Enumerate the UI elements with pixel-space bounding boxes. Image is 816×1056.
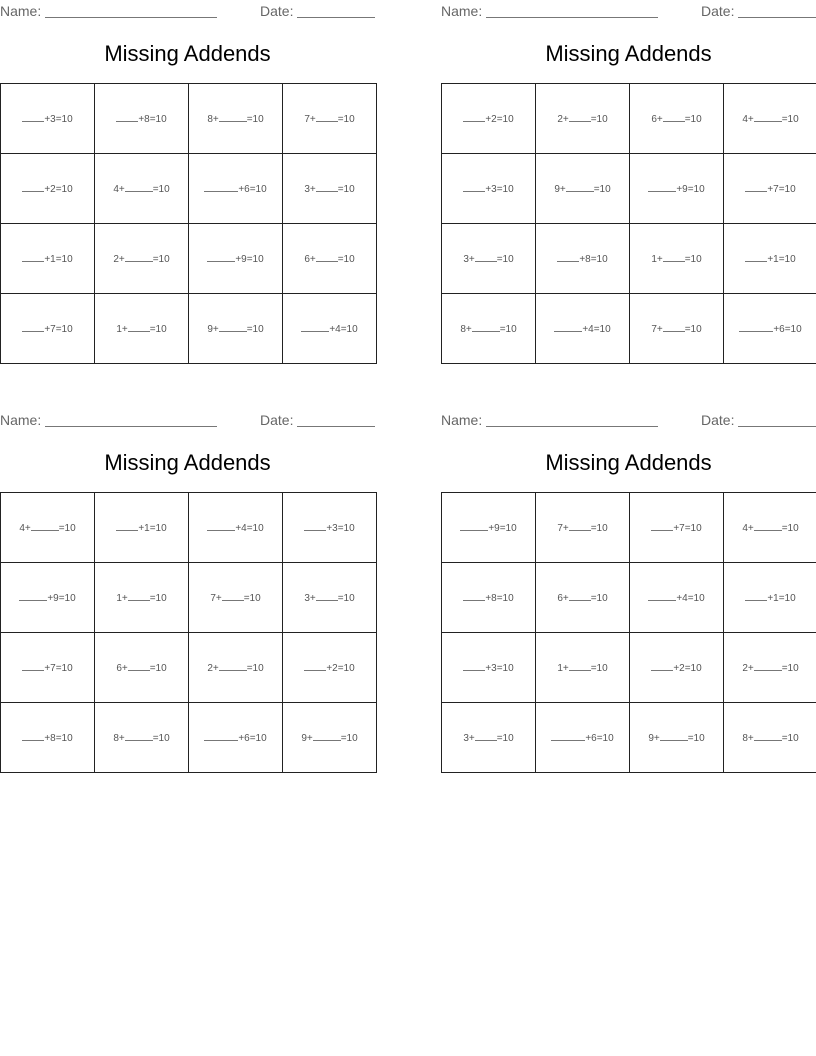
answer-blank[interactable] bbox=[31, 521, 59, 531]
worksheet-title: Missing Addends bbox=[545, 41, 712, 66]
problem-row bbox=[1, 563, 377, 633]
problem-cell bbox=[1, 84, 95, 154]
problem-cell bbox=[95, 633, 189, 703]
problem-cell bbox=[724, 563, 816, 633]
equation-text: +6=10 bbox=[238, 184, 267, 195]
problem-cell bbox=[536, 563, 630, 633]
equation-text: =10 bbox=[593, 184, 611, 195]
answer-blank[interactable] bbox=[316, 182, 338, 192]
equation-text: +1=10 bbox=[767, 254, 796, 265]
problem-row bbox=[1, 84, 377, 154]
equation-text: +9=10 bbox=[488, 523, 517, 534]
date-field-line[interactable] bbox=[738, 2, 816, 18]
problem-cell bbox=[1, 224, 95, 294]
equation-text: +6=10 bbox=[238, 733, 267, 744]
equation-text: +6=10 bbox=[585, 733, 614, 744]
answer-blank[interactable] bbox=[304, 521, 326, 531]
equation-text: +8=10 bbox=[485, 593, 514, 604]
answer-blank[interactable] bbox=[569, 521, 591, 531]
answer-blank[interactable] bbox=[219, 322, 247, 332]
problem-row bbox=[1, 493, 377, 563]
equation-text: =10 bbox=[58, 523, 76, 534]
problem-cell bbox=[283, 154, 377, 224]
worksheet-title: Missing Addends bbox=[545, 450, 712, 475]
addend-text: 1+ bbox=[557, 663, 569, 674]
answer-blank[interactable] bbox=[207, 521, 235, 531]
equation-text: +4=10 bbox=[582, 324, 611, 335]
date-label: Date: bbox=[260, 412, 294, 428]
answer-blank[interactable] bbox=[128, 591, 150, 601]
equation-text: =10 bbox=[590, 114, 608, 125]
addend-text: 3+ bbox=[463, 733, 475, 744]
equation-text: =10 bbox=[781, 663, 799, 674]
answer-blank[interactable] bbox=[745, 182, 767, 192]
equation-text: =10 bbox=[337, 114, 355, 125]
problem-row bbox=[1, 703, 377, 773]
equation-text: +4=10 bbox=[329, 324, 358, 335]
problem-cell bbox=[724, 493, 816, 563]
answer-blank[interactable] bbox=[219, 661, 247, 671]
problem-cell bbox=[630, 563, 724, 633]
problem-row bbox=[442, 294, 816, 364]
addend-text: 2+ bbox=[207, 663, 219, 674]
addend-text: 1+ bbox=[116, 593, 128, 604]
equation-text: =10 bbox=[246, 114, 264, 125]
problem-cell bbox=[630, 294, 724, 364]
equation-text: =10 bbox=[243, 593, 261, 604]
date-field-line[interactable] bbox=[738, 411, 816, 427]
answer-blank[interactable] bbox=[660, 731, 688, 741]
problem-cell bbox=[536, 224, 630, 294]
name-field-line[interactable] bbox=[45, 411, 217, 427]
worksheet bbox=[441, 0, 816, 380]
answer-blank[interactable] bbox=[304, 661, 326, 671]
answer-blank[interactable] bbox=[116, 521, 138, 531]
problem-grid bbox=[441, 492, 816, 773]
equation-text: =10 bbox=[149, 663, 167, 674]
addend-text: 4+ bbox=[742, 114, 754, 125]
date-field-line[interactable] bbox=[297, 2, 375, 18]
answer-blank[interactable] bbox=[554, 322, 582, 332]
equation-text: +2=10 bbox=[326, 663, 355, 674]
problem-cell bbox=[189, 294, 283, 364]
answer-blank[interactable] bbox=[475, 731, 497, 741]
problem-cell bbox=[724, 633, 816, 703]
problem-cell bbox=[1, 154, 95, 224]
problem-cell bbox=[1, 703, 95, 773]
worksheet-header bbox=[0, 2, 375, 20]
problem-cell bbox=[536, 84, 630, 154]
date-label: Date: bbox=[701, 412, 735, 428]
equation-text: =10 bbox=[781, 523, 799, 534]
equation-text: +3=10 bbox=[485, 663, 514, 674]
name-field-line[interactable] bbox=[486, 2, 658, 18]
addend-text: 6+ bbox=[557, 593, 569, 604]
addend-text: 3+ bbox=[304, 593, 316, 604]
answer-blank[interactable] bbox=[551, 731, 585, 741]
answer-blank[interactable] bbox=[219, 112, 247, 122]
problem-row bbox=[442, 224, 816, 294]
problem-grid bbox=[0, 83, 377, 364]
equation-text: +1=10 bbox=[138, 523, 167, 534]
addend-text: 8+ bbox=[742, 733, 754, 744]
equation-text: +6=10 bbox=[773, 324, 802, 335]
answer-blank[interactable] bbox=[475, 252, 497, 262]
problem-row bbox=[442, 84, 816, 154]
problem-cell bbox=[189, 563, 283, 633]
problem-cell bbox=[283, 224, 377, 294]
equation-text: =10 bbox=[340, 733, 358, 744]
problem-cell bbox=[283, 493, 377, 563]
equation-text: +3=10 bbox=[485, 184, 514, 195]
answer-blank[interactable] bbox=[739, 322, 773, 332]
equation-text: +4=10 bbox=[676, 593, 705, 604]
addend-text: 2+ bbox=[742, 663, 754, 674]
problem-cell bbox=[536, 154, 630, 224]
answer-blank[interactable] bbox=[19, 591, 47, 601]
problem-cell bbox=[724, 294, 816, 364]
equation-text: +8=10 bbox=[44, 733, 73, 744]
addend-text: 1+ bbox=[116, 324, 128, 335]
equation-text: =10 bbox=[149, 324, 167, 335]
equation-text: =10 bbox=[149, 593, 167, 604]
equation-text: +3=10 bbox=[326, 523, 355, 534]
answer-blank[interactable] bbox=[569, 661, 591, 671]
addend-text: 9+ bbox=[554, 184, 566, 195]
problem-cell bbox=[630, 224, 724, 294]
worksheet-header bbox=[441, 2, 816, 20]
answer-blank[interactable] bbox=[316, 112, 338, 122]
problem-cell bbox=[189, 224, 283, 294]
equation-text: =10 bbox=[684, 254, 702, 265]
addend-text: 8+ bbox=[207, 114, 219, 125]
problem-cell bbox=[536, 633, 630, 703]
problem-cell bbox=[283, 633, 377, 703]
equation-text: =10 bbox=[337, 184, 355, 195]
problem-cell bbox=[95, 84, 189, 154]
equation-text: +4=10 bbox=[235, 523, 264, 534]
equation-text: =10 bbox=[496, 254, 514, 265]
equation-text: =10 bbox=[499, 324, 517, 335]
answer-blank[interactable] bbox=[745, 591, 767, 601]
answer-blank[interactable] bbox=[316, 591, 338, 601]
equation-text: =10 bbox=[781, 733, 799, 744]
problem-grid bbox=[0, 492, 377, 773]
answer-blank[interactable] bbox=[472, 322, 500, 332]
equation-text: +7=10 bbox=[44, 663, 73, 674]
answer-blank[interactable] bbox=[569, 591, 591, 601]
problem-cell bbox=[724, 84, 816, 154]
worksheet bbox=[0, 409, 375, 789]
equation-text: +1=10 bbox=[44, 254, 73, 265]
answer-blank[interactable] bbox=[754, 521, 782, 531]
equation-text: =10 bbox=[337, 254, 355, 265]
answer-blank[interactable] bbox=[22, 731, 44, 741]
answer-blank[interactable] bbox=[463, 182, 485, 192]
equation-text: +1=10 bbox=[767, 593, 796, 604]
name-label: Name: bbox=[0, 412, 42, 428]
addend-text: 7+ bbox=[651, 324, 663, 335]
problem-cell bbox=[189, 703, 283, 773]
equation-text: +7=10 bbox=[44, 324, 73, 335]
answer-blank[interactable] bbox=[222, 591, 244, 601]
addend-text: 6+ bbox=[304, 254, 316, 265]
equation-text: +2=10 bbox=[44, 184, 73, 195]
answer-blank[interactable] bbox=[22, 661, 44, 671]
equation-text: =10 bbox=[246, 663, 264, 674]
problem-cell bbox=[95, 563, 189, 633]
equation-text: =10 bbox=[152, 733, 170, 744]
worksheet-title: Missing Addends bbox=[104, 41, 271, 66]
worksheet-header bbox=[0, 411, 375, 429]
equation-text: =10 bbox=[687, 733, 705, 744]
problem-cell bbox=[1, 563, 95, 633]
problem-row bbox=[1, 294, 377, 364]
answer-blank[interactable] bbox=[651, 661, 673, 671]
addend-text: 4+ bbox=[113, 184, 125, 195]
equation-text: =10 bbox=[496, 733, 514, 744]
problem-cell bbox=[536, 703, 630, 773]
answer-blank[interactable] bbox=[463, 112, 485, 122]
addend-text: 7+ bbox=[304, 114, 316, 125]
problem-cell bbox=[189, 154, 283, 224]
problem-cell bbox=[630, 703, 724, 773]
answer-blank[interactable] bbox=[22, 182, 44, 192]
equation-text: =10 bbox=[684, 114, 702, 125]
addend-text: 3+ bbox=[463, 254, 475, 265]
worksheet-title: Missing Addends bbox=[104, 450, 271, 475]
equation-text: +9=10 bbox=[676, 184, 705, 195]
problem-cell bbox=[283, 294, 377, 364]
problem-row bbox=[442, 493, 816, 563]
equation-text: =10 bbox=[337, 593, 355, 604]
addend-text: 9+ bbox=[648, 733, 660, 744]
problem-cell bbox=[95, 294, 189, 364]
answer-blank[interactable] bbox=[22, 252, 44, 262]
answer-blank[interactable] bbox=[125, 731, 153, 741]
answer-blank[interactable] bbox=[754, 731, 782, 741]
addend-text: 8+ bbox=[460, 324, 472, 335]
answer-blank[interactable] bbox=[460, 521, 488, 531]
date-field-line[interactable] bbox=[297, 411, 375, 427]
problem-cell bbox=[1, 493, 95, 563]
equation-text: +3=10 bbox=[44, 114, 73, 125]
name-label: Name: bbox=[441, 412, 483, 428]
equation-text: +7=10 bbox=[673, 523, 702, 534]
addend-text: 1+ bbox=[651, 254, 663, 265]
equation-text: =10 bbox=[152, 184, 170, 195]
problem-cell bbox=[1, 633, 95, 703]
problem-row bbox=[442, 563, 816, 633]
problem-cell bbox=[630, 84, 724, 154]
problem-grid bbox=[441, 83, 816, 364]
answer-blank[interactable] bbox=[207, 252, 235, 262]
answer-blank[interactable] bbox=[648, 591, 676, 601]
answer-blank[interactable] bbox=[745, 252, 767, 262]
problem-row bbox=[442, 703, 816, 773]
equation-text: =10 bbox=[590, 663, 608, 674]
addend-text: 7+ bbox=[557, 523, 569, 534]
problem-cell bbox=[536, 493, 630, 563]
answer-blank[interactable] bbox=[125, 182, 153, 192]
problem-cell bbox=[95, 703, 189, 773]
equation-text: =10 bbox=[590, 523, 608, 534]
problem-cell bbox=[189, 84, 283, 154]
problem-cell bbox=[95, 154, 189, 224]
problem-cell bbox=[95, 493, 189, 563]
answer-blank[interactable] bbox=[316, 252, 338, 262]
answer-blank[interactable] bbox=[204, 731, 238, 741]
problem-row bbox=[1, 633, 377, 703]
problem-cell bbox=[283, 703, 377, 773]
equation-text: =10 bbox=[590, 593, 608, 604]
addend-text: 4+ bbox=[19, 523, 31, 534]
problem-cell bbox=[1, 294, 95, 364]
answer-blank[interactable] bbox=[663, 252, 685, 262]
equation-text: +8=10 bbox=[138, 114, 167, 125]
answer-blank[interactable] bbox=[463, 661, 485, 671]
addend-text: 9+ bbox=[301, 733, 313, 744]
problem-row bbox=[1, 224, 377, 294]
equation-text: =10 bbox=[781, 114, 799, 125]
problem-cell bbox=[724, 154, 816, 224]
answer-blank[interactable] bbox=[204, 182, 238, 192]
addend-text: 6+ bbox=[651, 114, 663, 125]
problem-cell bbox=[442, 294, 536, 364]
problem-cell bbox=[442, 84, 536, 154]
answer-blank[interactable] bbox=[754, 661, 782, 671]
answer-blank[interactable] bbox=[116, 112, 138, 122]
name-label: Name: bbox=[441, 3, 483, 19]
problem-cell bbox=[536, 294, 630, 364]
addend-text: 2+ bbox=[113, 254, 125, 265]
addend-text: 3+ bbox=[304, 184, 316, 195]
problem-cell bbox=[442, 563, 536, 633]
answer-blank[interactable] bbox=[648, 182, 676, 192]
name-field-line[interactable] bbox=[486, 411, 658, 427]
equation-text: +9=10 bbox=[235, 254, 264, 265]
problem-cell bbox=[95, 224, 189, 294]
answer-blank[interactable] bbox=[557, 252, 579, 262]
problem-cell bbox=[442, 224, 536, 294]
answer-blank[interactable] bbox=[754, 112, 782, 122]
answer-blank[interactable] bbox=[663, 112, 685, 122]
problem-cell bbox=[630, 633, 724, 703]
answer-blank[interactable] bbox=[651, 521, 673, 531]
problem-cell bbox=[630, 154, 724, 224]
problem-cell bbox=[442, 633, 536, 703]
addend-text: 7+ bbox=[210, 593, 222, 604]
equation-text: =10 bbox=[152, 254, 170, 265]
problem-row bbox=[442, 154, 816, 224]
equation-text: =10 bbox=[684, 324, 702, 335]
addend-text: 6+ bbox=[116, 663, 128, 674]
addend-text: 8+ bbox=[113, 733, 125, 744]
problem-cell bbox=[189, 633, 283, 703]
problem-cell bbox=[189, 493, 283, 563]
answer-blank[interactable] bbox=[313, 731, 341, 741]
answer-blank[interactable] bbox=[22, 112, 44, 122]
problem-cell bbox=[283, 563, 377, 633]
name-label: Name: bbox=[0, 3, 42, 19]
answer-blank[interactable] bbox=[569, 112, 591, 122]
problem-row bbox=[442, 633, 816, 703]
equation-text: +9=10 bbox=[47, 593, 76, 604]
addend-text: 9+ bbox=[207, 324, 219, 335]
answer-blank[interactable] bbox=[463, 591, 485, 601]
equation-text: +2=10 bbox=[485, 114, 514, 125]
equation-text: +2=10 bbox=[673, 663, 702, 674]
problem-cell bbox=[442, 493, 536, 563]
answer-blank[interactable] bbox=[128, 322, 150, 332]
answer-blank[interactable] bbox=[566, 182, 594, 192]
name-field-line[interactable] bbox=[45, 2, 217, 18]
worksheet bbox=[0, 0, 375, 380]
addend-text: 2+ bbox=[557, 114, 569, 125]
worksheet-header bbox=[441, 411, 816, 429]
answer-blank[interactable] bbox=[663, 322, 685, 332]
answer-blank[interactable] bbox=[128, 661, 150, 671]
problem-cell bbox=[724, 703, 816, 773]
problem-row bbox=[1, 154, 377, 224]
date-label: Date: bbox=[260, 3, 294, 19]
equation-text: +8=10 bbox=[579, 254, 608, 265]
addend-text: 4+ bbox=[742, 523, 754, 534]
problem-cell bbox=[630, 493, 724, 563]
worksheet bbox=[441, 409, 816, 789]
problem-cell bbox=[442, 154, 536, 224]
problem-cell bbox=[442, 703, 536, 773]
answer-blank[interactable] bbox=[125, 252, 153, 262]
equation-text: +7=10 bbox=[767, 184, 796, 195]
problem-cell bbox=[283, 84, 377, 154]
date-label: Date: bbox=[701, 3, 735, 19]
problem-cell bbox=[724, 224, 816, 294]
equation-text: =10 bbox=[246, 324, 264, 335]
answer-blank[interactable] bbox=[301, 322, 329, 332]
answer-blank[interactable] bbox=[22, 322, 44, 332]
